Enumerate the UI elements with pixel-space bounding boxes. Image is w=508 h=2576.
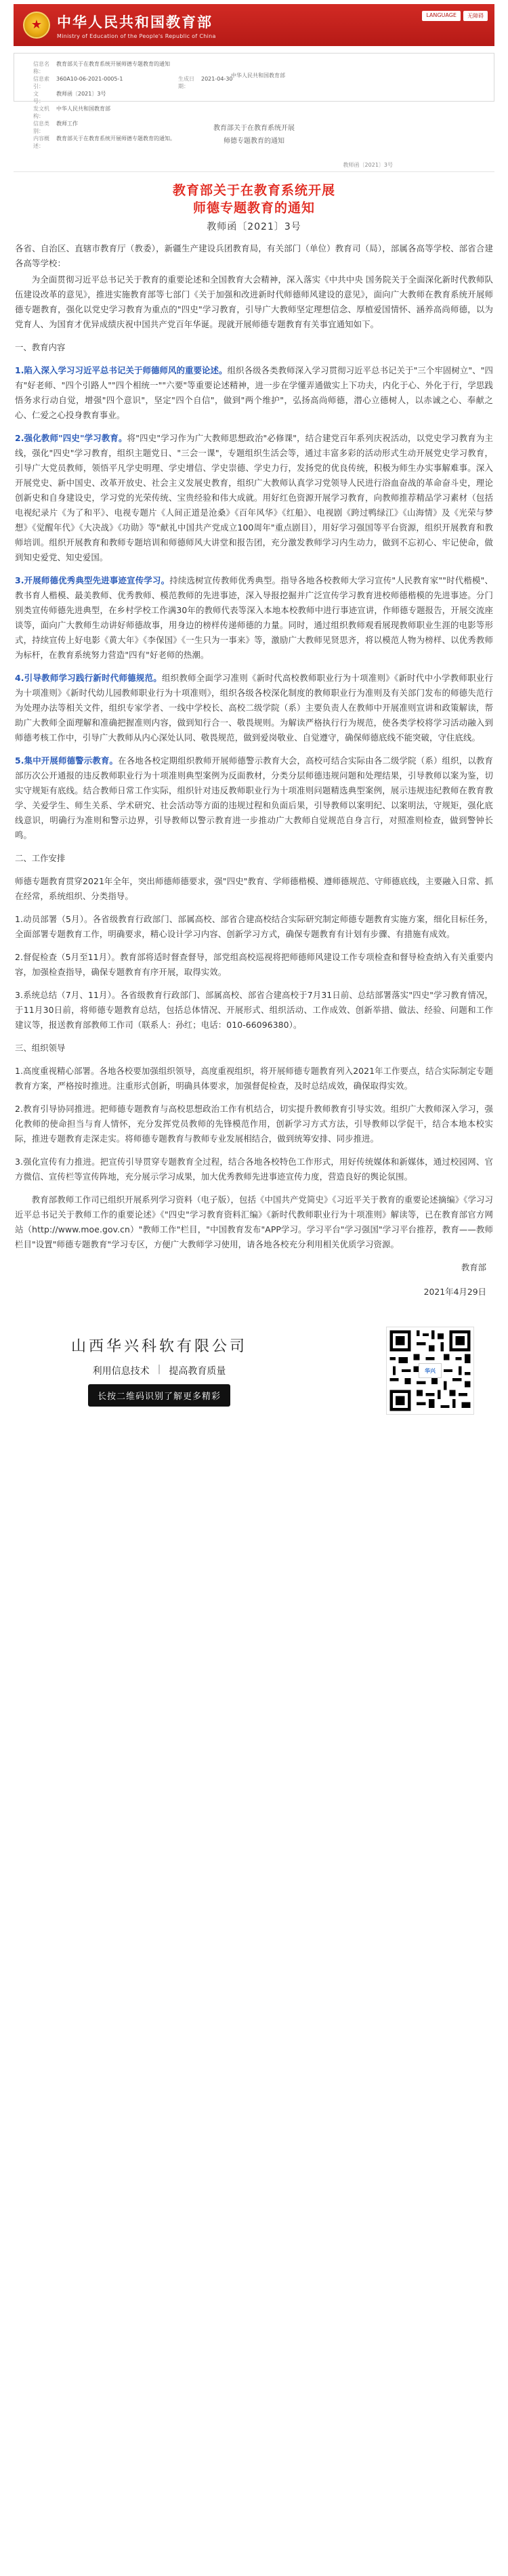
ministry-name-en: Ministry of Education of the People's Republic of China (57, 33, 216, 39)
qr-tip-banner: 长按二维码识别了解更多精彩 (88, 1384, 230, 1407)
company-logo-icon: 华兴 (419, 1363, 442, 1378)
qr-code[interactable] (386, 1327, 474, 1415)
item-heading: 3.开展师德优秀典型先进事迹宣传学习。 (15, 575, 170, 585)
content-item: 2.强化教师"四史"学习教育。将"四史"学习作为广大教师思想政治"必修课"，结合建党百年系列庆祝活动，以党史学习教育为主线，强化"四史"学习教育，组织主题党日、"三会一课"，专题组织生活会等，通过丰富多彩的活动形式生动开展党史学习教育，引导广大党员教师，领悟平凡学史明理、学史增信、学史崇德、学史力行，发扬党的优良传统，积极为师生办实事解难事。深入开展党史、新中国史、改革开放史、社会主义发展史教育，组织广大教师认真学习党领导人民进行浴血奋战的革命奋斗史，理论创新史和自身建设史，学习党的光荣传统、宝贵经验和伟大成就。用好红色资源开展学习教育，向教师推荐精品学习素材（包括电视纪录片《为了和平》、电视专题片《人间正道是沧桑》《百年风华》《红船》、电视剧《跨过鸭绿江》《山海情》及《光荣与梦想》《觉醒年代》《大决战》《功勋》等"献礼中国共产党成立100周年"重点剧目），用好学习强国等平台资源，组织开展教育和教师培训。组织开展教育和教师专题培训和师德师风大讲堂和报告团，充分激发教师学习内生动力，做到不忘初心、牢记使命，做到知史爱党、知史爱国。 (15, 433, 493, 562)
schedule-item: 1.动员部署（5月）。各省级教育行政部门、部属高校、部省合建高校结合实际研究制定师德专题教育实施方案，细化目标任务，全面部署专题教育工作，明确要求，精心设计学习内容、创新学习方式，确保专题教育有计划有步骤、有措施有成效。 (15, 914, 494, 939)
leadership-item: 3.强化宣传有力推进。把宣传引导贯穿专题教育全过程，结合各地各校特色工作形式，用好传统媒体和新媒体，通过校园网、官方微信、宣传栏等宣传阵地，充分展示学习成果，加大优秀教师先进事迹宣传力度，营造良好的舆论氛围。 (15, 1157, 494, 1182)
schedule-item: 3.系统总结（7月、11月）。各省级教育行政部门、部属高校、部省合建高校于7月31日前、总结部署落实"四史"学习教育情况，于11月30日前，将师德专题教育总结，包括总体情况、开展形式、组织活动、工作成效、创新举措、做法、经验、问题和工作建议等，报送教育部教师工作司（联系人：孙红；电话：010-66096380）。 (15, 990, 493, 1030)
item-heading: 2.强化教师"四史"学习教育。 (15, 433, 127, 443)
company-promo (0, 1300, 508, 1435)
slogan: 利用信息技术 (92, 1366, 150, 1377)
accessibility-button[interactable]: 无障碍 (463, 11, 488, 21)
document-number: 教师函〔2021〕3号 (207, 222, 301, 232)
slogan-separator: | (157, 1364, 161, 1375)
item-heading: 4.引导教师学习践行新时代师德规范。 (15, 673, 162, 683)
slogans (64, 1364, 254, 1377)
leadership-item: 2.教育引导协同推进。把师德专题教育与高校思想政治工作有机结合，切实提升教师教育引导实效。组织广大教师深入学习，强化教师的使命担当与育人情怀，充分发挥党员教师的先锋模范作用，创新学习方式方法，引导教师以学促干，结合本地本校实际，推进专题教育走深走实。将师德专题教育与教师专业发展相结合，做到统筹安排、同步推进。 (15, 1104, 494, 1144)
resources-paragraph: 教育部教师工作司已组织开展系列学习资料（电子版），包括《中国共产党简史》《习近平关于教育的重要论述摘编》《学习习近平总书记关于教师工作的重要论述》《"四史"学习教育资料汇编》《新时代教师职业行为十项准则》解读等，已在教育部官方网站（http://www.moe.gov.cn）"教师工作"栏目，"中国教育发布"APP学习。学习平台"学习强国"学习平台推荐，教育——教师栏目"设置"师德专题教育"学习专区，方便广大教师学习使用，请各地各校充分利用相关优质学习资源。 (15, 1194, 493, 1249)
article-title-line1: 教育部关于在教育系统开展 (172, 183, 335, 198)
article-title-block (0, 182, 508, 233)
content-item: 4.引导教师学习践行新时代师德规范。组织教师全面学习准则《新时代高校教师职业行为十项准则》《新时代中小学教师职业行为十项准则》《新时代幼儿园教师职业行为十项准则》，组织各级各校深化制度的教师职业行为准则及有关部门发布的师德失范行为处理办法等相关文件，组织专家学者、一线中学校长、高校二级学院（系）主要负责人在教师中开展准则宣讲和政策解读，帮助广大教师全面理解和准确把握准则内容，做到知行合一、敬畏规则。为解读严格执行行为规范，使各类学校将学习活动融入到师德考核工作中，引导广大教师从内心深处认同、敬畏规范，做到爱岗敬业、自觉遵守，确保师德底线不能突破，守住底线。 (15, 673, 493, 743)
section-heading: 二、工作安排 (15, 853, 66, 863)
item-heading: 5.集中开展师德警示教育。 (15, 755, 119, 766)
ministry-screenshot (14, 0, 494, 172)
ministry-banner (14, 4, 494, 46)
signature: 教育部 (461, 1262, 486, 1272)
leadership-item: 1.高度重视精心部署。各地各校要加强组织领导，高度重视组织，将开展师德专题教育列入2021年工作要点，结合实际制定专题教育方案，严格按时推进。注重形式创新，明确具体要求，加强督促检查，及时总结成效，确保取得实效。 (15, 1066, 493, 1091)
publisher-label: 中华人民共和国教育部 (231, 72, 285, 79)
meta-row: 信息名称： 教育部关于在教育系统开展师德专题教育的通知 (33, 61, 170, 75)
content-item: 3.开展师德优秀典型先进事迹宣传学习。持续选树宣传教师优秀典型。指导各地各校教师大学习宣传"人民教育家""时代楷模"、教书育人楷模、最美教师、优秀教师、模范教师的先进事迹，深入导报挖掘并广泛宣传学习教育进校师德楷模的先进事迹。分门别类宣传师德先进典型，在乡村学校工作满30年的教师代表等深入本地本校教师中进行事迹宣讲，作师德专题报告，开展交流座谈等，面向广大教师生动讲好师德故事，用身边的榜样传递师德的力量。同时，通过组织教师观看展现教师职业生涯的电影等形式，持续宣传上好电影《黄大年》《李保国》《一生只为一事来》等，激励广大教师见贤思齐，将以模范人物为榜样、以优秀教师为标杆，在教育系统努力营造"四有"好老师的热潮。 (15, 575, 494, 660)
document-meta (14, 53, 494, 149)
section-intro: 师德专题教育贯穿2021年全年，突出师德师德要求，强"四史"教育、学师德楷模、遵师德规范、守师德底线，主要融入日常、抓在经常，系统组织、分类指导。 (15, 876, 493, 901)
divider (14, 171, 494, 172)
article-body (0, 233, 508, 1300)
company-name: 山西华兴科软有限公司 (70, 1338, 247, 1355)
schedule-item: 2.督促检查（5月至11月）。教育部将适时督查督导，部党组高校巡视将把师德师风建设工作专项检查和督导检查纳入有关重要内容，加强检查指导，确保专题教育有序开展，取得实效。 (15, 952, 493, 977)
screenshot-doc-title: 教育部关于在教育系统开展 师德专题教育的通知 (213, 125, 295, 145)
meta-row: 信息索引： 360A10-06-2021-0005-1 生成日期： 2021-04-30 (33, 76, 233, 89)
item-heading: 1.陷入深入学习习近平总书记关于师德师风的重要论述。 (15, 365, 228, 375)
meta-row: 内容概述： 教育部关于在教育系统开展师德专题教育的通知。 (33, 136, 175, 149)
language-button[interactable]: LANGUAGE (422, 11, 461, 21)
meta-row: 文 号： 教师函〔2021〕3号 (33, 91, 106, 104)
meta-row: 信息类别： 教师工作 (33, 121, 78, 134)
national-emblem-icon: ★ (23, 12, 50, 39)
slogan: 提高教育质量 (169, 1366, 226, 1377)
intro-paragraph: 为全面贯彻习近平总书记关于教育的重要论述和全国教育大会精神，深入落实《中共中央 国务院关于全面深化新时代教师队伍建设改革的意见》，推进实施教育部等七部门《关于加强和改进新时代师德师风建设的意见》，面向广大教师在教育系统开展师德专题教育，强化以党史学习教育为重点的"四史"学习教育，引导广大教师坚定理想信念、厚植爱国情怀、涵养高尚师德，以为党育人、为国育才优异成绩庆祝中国共产党百年华诞。现就开展师德专题教育有关事宜通知如下。 (15, 274, 493, 329)
section-heading: 三、组织领导 (15, 1043, 66, 1053)
article-title-line2: 师德专题教育的通知 (192, 201, 315, 215)
meta-row: 发文机构： 中华人民共和国教育部 (33, 106, 110, 119)
ministry-name-cn: 中华人民共和国教育部 (57, 13, 213, 30)
content-item: 5.集中开展师德警示教育。在各地各校定期组织教师开展师德警示教育大会，高校可结合实际由各二级学院（系）组织，以教育部历次公开通报的违反教师职业行为十项准则典型案例为反面教材，分类分层师德违规问题和处理结果，引导教师以案为鉴，切实守规矩有底线。结合教师日常工作实际，组织针对违反教师职业行为十项准则问题精选典型案例，展示违规违纪教师在教育教学、关爱学生、师生关系、学术研究、社会活动等方面的违规过程和负面后果，引导教师以案明纪、以案明法，守规矩，强化底线意识，明确行为准则和警示边界，引导教师以警示教育进一步推动广大教师自觉规范自身言行，对照准则检查，做到警钟长鸣。 (15, 755, 493, 840)
content-item: 1.陷入深入学习习近平总书记关于师德师风的重要论述。组织各级各类教师深入学习贯彻习近平总书记关于"三个牢固树立"、"四有"好老师、"四个引路人""四个相统一""六要"等重要论述精神，进一步在学懂弄通做实上下功夫，内化于心、外化于行，学思践悟务求行动自觉，增强"四个意识"，坚定"四个自信"，做到"两个维护"，弘扬高尚师德，潜心立德树人，以赤诚之心、奉献之心、仁爱之心投身教育事业。 (15, 365, 493, 420)
section-heading: 一、教育内容 (15, 342, 66, 352)
screenshot-doc-number: 教师函〔2021〕3号 (343, 162, 393, 168)
addressee: 各省、自治区、直辖市教育厅（教委），新疆生产建设兵团教育局，有关部门（单位）教育司（局），部属各高等学校、部省合建各高等学校： (15, 243, 493, 268)
sign-date: 2021年4月29日 (423, 1287, 486, 1297)
